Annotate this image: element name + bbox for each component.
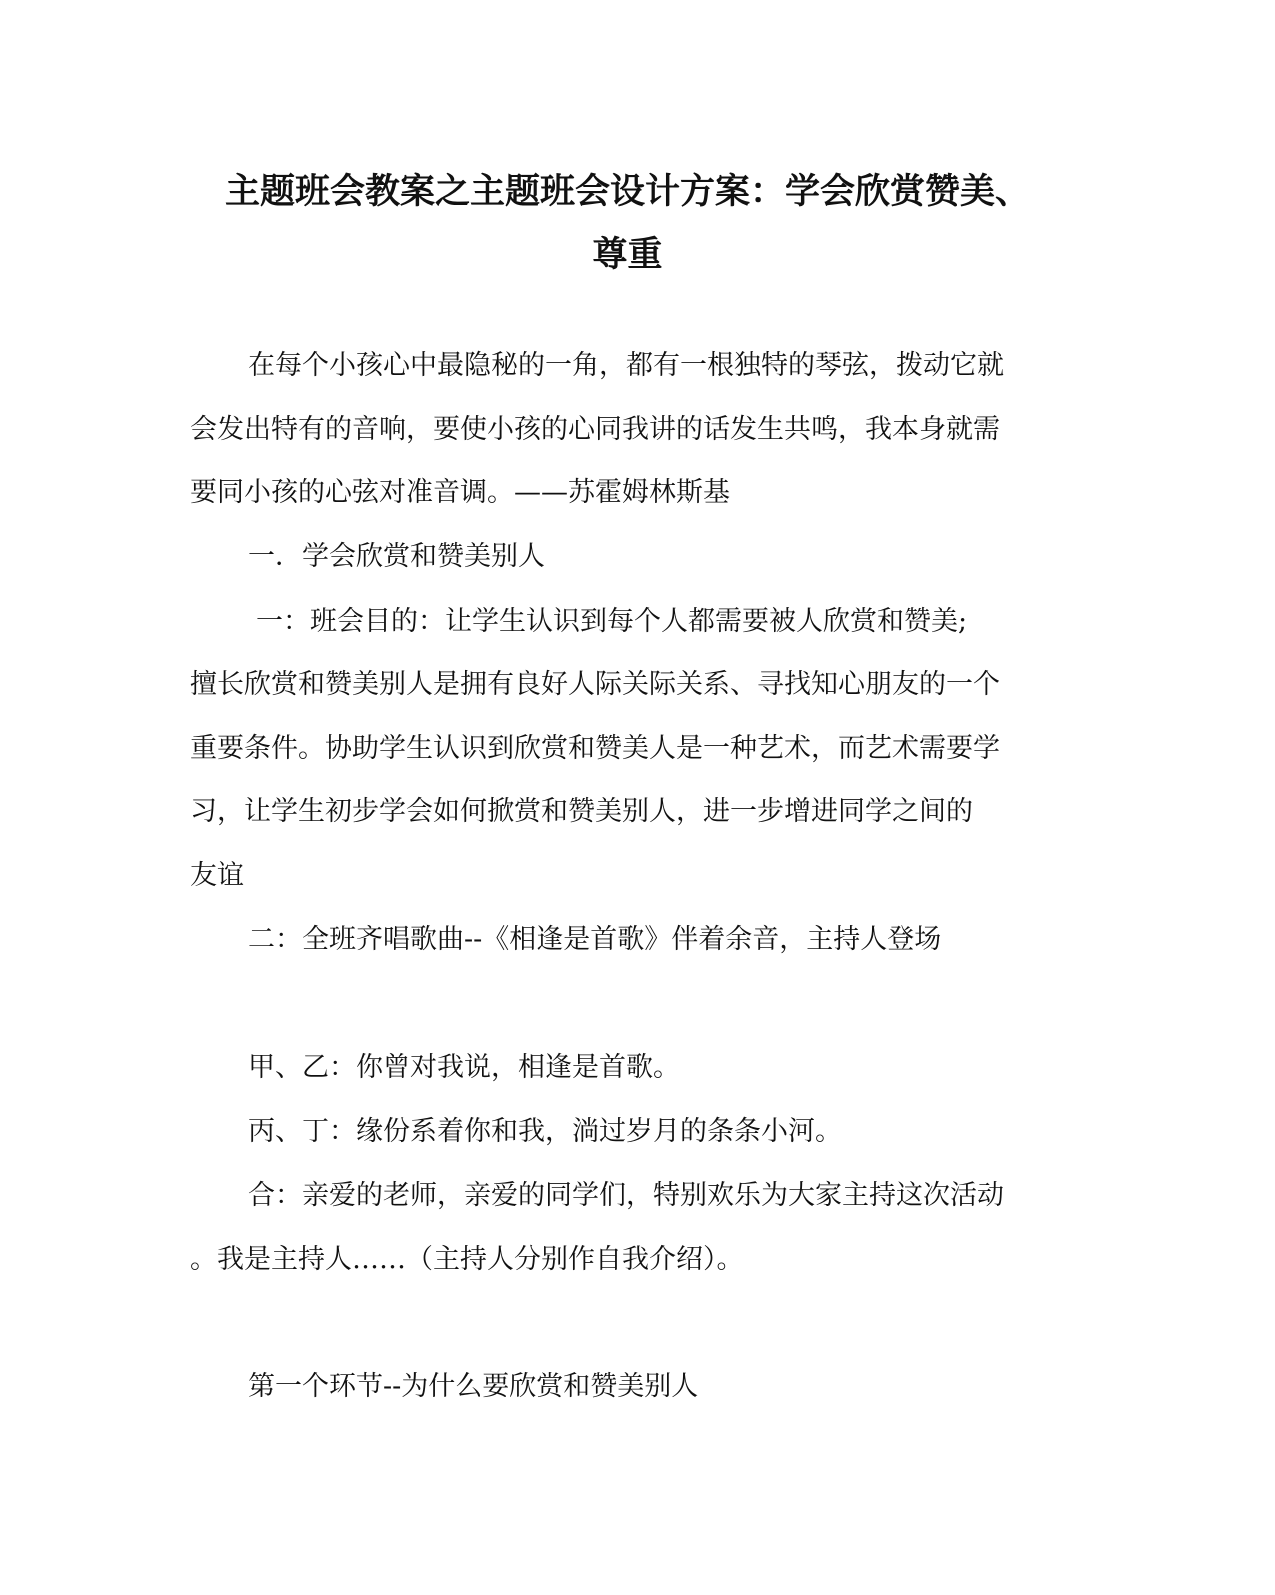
paragraph-purpose-line-3: 重要条件。协助学生认识到欣赏和赞美人是一种艺术，而艺术需要学 — [190, 733, 1000, 764]
paragraph-quote-line-2: 会发出特有的音响，要使小孩的心同我讲的话发生共鸣，我本身就需 — [190, 414, 1000, 445]
dialogue-line-together-2: 。我是主持人……（主持人分别作自我介绍）。 — [190, 1244, 744, 1275]
paragraph-quote-line-3: 要同小孩的心弦对准音调。——苏霍姆林斯基 — [190, 477, 730, 508]
dialogue-line-bing-ding: 丙、丁：缘份系着你和我，淌过岁月的条条小河。 — [248, 1116, 842, 1147]
section-heading-2: 第一个环节--为什么要欣赏和赞美别人 — [248, 1371, 699, 1402]
paragraph-purpose-line-5: 友谊 — [190, 860, 244, 891]
paragraph-song: 二：全班齐唱歌曲--《相逢是首歌》伴着余音，主持人登场 — [248, 924, 942, 955]
section-heading-1: 一．学会欣赏和赞美别人 — [248, 541, 545, 572]
paragraph-purpose-line-2: 擅长欣赏和赞美别人是拥有良好人际关际关系、寻找知心朋友的一个 — [190, 669, 1000, 700]
dialogue-line-together-1: 合：亲爱的老师，亲爱的同学们，特别欢乐为大家主持这次活动 — [248, 1180, 1004, 1211]
document-title-line-1: 主题班会教案之主题班会设计方案：学会欣赏赞美、 — [224, 171, 1030, 212]
document-title-line-2: 尊重 — [592, 234, 663, 275]
paragraph-quote-line-1: 在每个小孩心中最隐秘的一角，都有一根独特的琴弦，拨动它就 — [248, 350, 1004, 381]
paragraph-purpose-line-4: 习，让学生初步学会如何掀赏和赞美别人，进一步增进同学之间的 — [190, 796, 973, 827]
dialogue-line-jia-yi: 甲、乙：你曾对我说，相逢是首歌。 — [248, 1052, 680, 1083]
paragraph-purpose-line-1: 一：班会目的：让学生认识到每个人都需要被人欣赏和赞美; — [256, 606, 968, 637]
